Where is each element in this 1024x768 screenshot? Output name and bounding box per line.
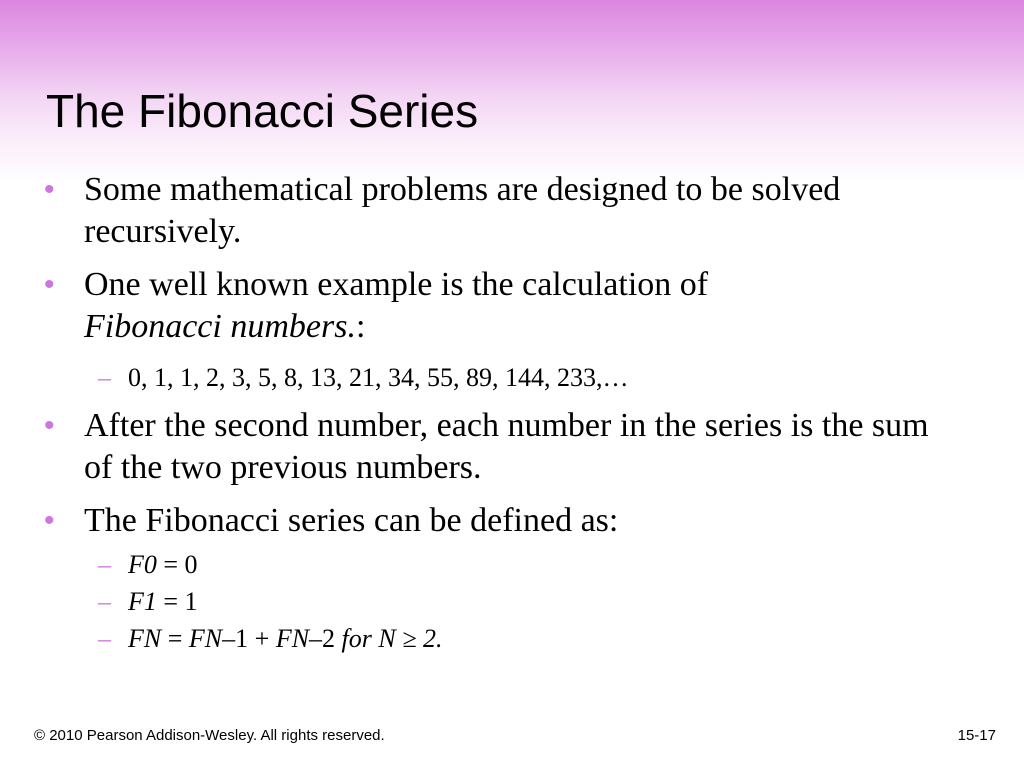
fn-symbol: FN [128,624,162,653]
bullet-text: Some mathematical problems are designed to be solved recursively. [84,171,841,250]
bullet-text: The Fibonacci series can be defined as: [84,502,619,539]
f1-symbol: F1 [128,587,157,616]
minus-one-plus: –1 + [222,624,276,653]
fn-minus-2-symbol: FN [275,624,310,653]
sub-bullet-sequence [98,361,948,395]
f0-symbol: F0 [128,550,157,579]
bullet-text: One well known example is the calculation of [84,266,709,303]
minus-two: –2 [309,624,342,653]
bullet-marker: • [44,173,55,206]
slide-title: The Fibonacci Series [46,85,479,137]
fibonacci-sequence: 0, 1, 1, 2, 3, 5, 8, 13, 21, 34, 55, 89, 144, 233,… [128,363,629,392]
bullet-definition-intro [44,500,964,542]
bullet-marker: • [44,409,55,442]
condition-text: for N ≥ 2. [341,624,443,653]
definition-f1 [98,585,948,619]
bullet-fibonacci-example [44,264,964,348]
definition-f0 [98,548,948,582]
sub-bullet-marker: – [98,550,111,579]
definition-fn [98,622,948,656]
footer-copyright: © 2010 Pearson Addison-Wesley. All rights reserved. [34,727,385,744]
fn-minus-1-symbol: FN [188,624,223,653]
fibonacci-numbers-term: Fibonacci numbers. [84,308,356,345]
bullet-text-colon: : [355,308,366,345]
bullet-recursive-problems [44,169,964,253]
equals-sign: = [161,624,189,653]
footer-page-number: 15-17 [957,727,996,744]
f1-value: = 1 [156,587,198,616]
f0-value: = 0 [156,550,198,579]
bullet-marker: • [44,504,55,537]
sub-bullet-marker: – [98,587,111,616]
bullet-sum-rule [44,405,964,489]
bullet-marker: • [44,268,55,301]
sub-bullet-marker: – [98,363,111,392]
bullet-text: After the second number, each number in the series is the sum of the two previous numbers. [84,407,929,486]
sub-bullet-marker: – [98,624,111,653]
